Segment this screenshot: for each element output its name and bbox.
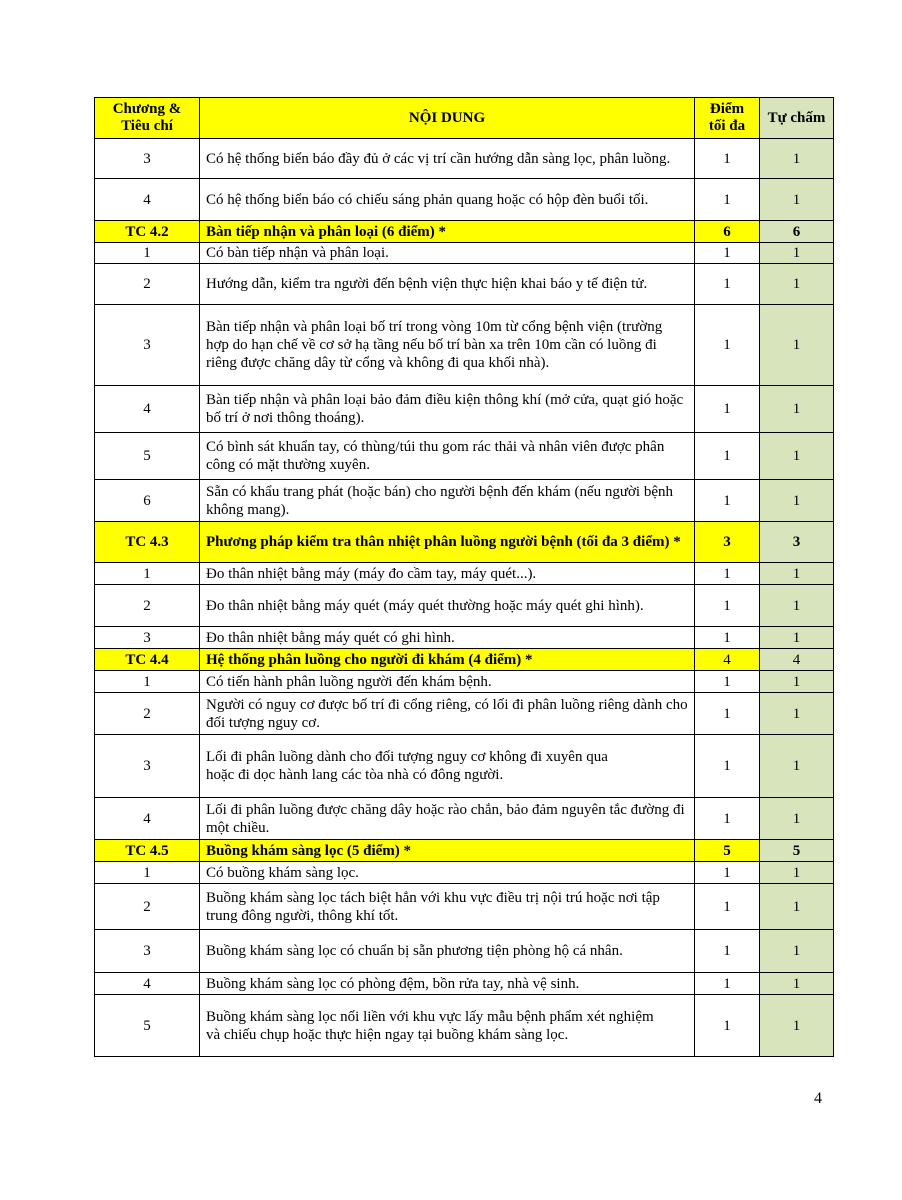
table-row (95, 995, 834, 1057)
row-number: 2 (95, 693, 200, 735)
row-self-score: 1 (760, 433, 834, 480)
row-number: 5 (95, 433, 200, 480)
row-content: Có bàn tiếp nhận và phân loại. (200, 243, 695, 264)
row-self-score: 1 (760, 930, 834, 973)
table-row (95, 798, 834, 840)
row-self-score: 5 (760, 840, 834, 862)
row-max-score: 3 (695, 522, 760, 563)
row-number: 3 (95, 305, 200, 386)
row-self-score: 1 (760, 973, 834, 995)
row-number: 3 (95, 930, 200, 973)
row-self-score: 1 (760, 179, 834, 221)
header-self-score: Tự chấm (760, 98, 834, 139)
table-row (95, 884, 834, 930)
row-content: Bàn tiếp nhận và phân loại bố trí trong vòng 10m từ cổng bệnh viện (trường hợp do hạn chế về cơ sở hạ tầng nếu bố trí bàn xa trên 10m cần có luồng đi riêng được chăng dây từ cổng và không đi qua khối nhà). (200, 305, 695, 386)
row-content: Hướng dẫn, kiểm tra người đến bệnh viện thực hiện khai báo y tế điện tử. (200, 264, 695, 305)
row-self-score: 1 (760, 243, 834, 264)
row-content: Lối đi phân luồng được chăng dây hoặc rào chắn, bảo đảm nguyên tắc đường đi một chiều. (200, 798, 695, 840)
row-max-score: 1 (695, 798, 760, 840)
table-row (95, 139, 834, 179)
table-row (95, 671, 834, 693)
row-max-score: 1 (695, 735, 760, 798)
row-self-score: 3 (760, 522, 834, 563)
header-content: NỘI DUNG (200, 98, 695, 139)
row-content: Buồng khám sàng lọc có chuẩn bị sẵn phương tiện phòng hộ cá nhân. (200, 930, 695, 973)
table-body (95, 139, 834, 1057)
row-content: Buồng khám sàng lọc nối liền với khu vực lấy mẫu bệnh phẩm xét nghiệm và chiếu chụp hoặc thực hiện ngay tại buồng khám sàng lọc. (200, 995, 695, 1057)
table-header-row (95, 98, 834, 139)
row-content: Đo thân nhiệt bằng máy quét (máy quét thường hoặc máy quét ghi hình). (200, 585, 695, 627)
row-number: TC 4.5 (95, 840, 200, 862)
table-row (95, 305, 834, 386)
row-content: Bàn tiếp nhận và phân loại bảo đảm điều kiện thông khí (mở cửa, quạt gió hoặc bố trí ở nơi thông thoáng). (200, 386, 695, 433)
row-number: 2 (95, 264, 200, 305)
row-content: Sẵn có khẩu trang phát (hoặc bán) cho người bệnh đến khám (nếu người bệnh không mang). (200, 480, 695, 522)
row-max-score: 1 (695, 585, 760, 627)
row-content: Đo thân nhiệt bằng máy (máy đo cầm tay, máy quét...). (200, 563, 695, 585)
row-number: 1 (95, 563, 200, 585)
row-number: 4 (95, 798, 200, 840)
row-number: TC 4.4 (95, 649, 200, 671)
row-self-score: 4 (760, 649, 834, 671)
row-self-score: 1 (760, 862, 834, 884)
row-max-score: 1 (695, 386, 760, 433)
row-content: Có hệ thống biển báo có chiếu sáng phản quang hoặc có hộp đèn buổi tối. (200, 179, 695, 221)
table-row (95, 930, 834, 973)
row-content: Đo thân nhiệt bằng máy quét có ghi hình. (200, 627, 695, 649)
criterion-row (95, 221, 834, 243)
row-max-score: 1 (695, 884, 760, 930)
row-max-score: 1 (695, 480, 760, 522)
row-self-score: 1 (760, 627, 834, 649)
row-max-score: 5 (695, 840, 760, 862)
row-number: 3 (95, 735, 200, 798)
table-row (95, 973, 834, 995)
row-max-score: 1 (695, 862, 760, 884)
row-number: 3 (95, 627, 200, 649)
row-max-score: 1 (695, 243, 760, 264)
row-max-score: 6 (695, 221, 760, 243)
table-row (95, 433, 834, 480)
row-self-score: 1 (760, 585, 834, 627)
row-max-score: 1 (695, 433, 760, 480)
table-row (95, 585, 834, 627)
row-number: 1 (95, 243, 200, 264)
table-row (95, 386, 834, 433)
row-content: Buồng khám sàng lọc có phòng đệm, bồn rửa tay, nhà vệ sinh. (200, 973, 695, 995)
row-number: 4 (95, 973, 200, 995)
row-self-score: 1 (760, 563, 834, 585)
criterion-row (95, 522, 834, 563)
table-row (95, 563, 834, 585)
header-max-score: Điểm tối đa (695, 98, 760, 139)
row-max-score: 1 (695, 693, 760, 735)
row-self-score: 1 (760, 735, 834, 798)
row-number: 4 (95, 386, 200, 433)
table-row (95, 179, 834, 221)
header-criteria: Chương & Tiêu chí (95, 98, 200, 139)
row-self-score: 1 (760, 995, 834, 1057)
row-content: Có bình sát khuẩn tay, có thùng/túi thu gom rác thải và nhân viên được phân công có mặt thường xuyên. (200, 433, 695, 480)
row-self-score: 1 (760, 884, 834, 930)
row-content: Bàn tiếp nhận và phân loại (6 điểm) * (200, 221, 695, 243)
row-self-score: 1 (760, 671, 834, 693)
table-row (95, 693, 834, 735)
row-max-score: 1 (695, 627, 760, 649)
row-number: 3 (95, 139, 200, 179)
row-number: TC 4.2 (95, 221, 200, 243)
table-row (95, 862, 834, 884)
row-max-score: 1 (695, 264, 760, 305)
row-number: 2 (95, 585, 200, 627)
row-max-score: 1 (695, 139, 760, 179)
row-self-score: 1 (760, 693, 834, 735)
row-number: 2 (95, 884, 200, 930)
row-max-score: 1 (695, 930, 760, 973)
row-self-score: 1 (760, 139, 834, 179)
table-row (95, 735, 834, 798)
criterion-row (95, 649, 834, 671)
row-number: 1 (95, 862, 200, 884)
row-content: Có buồng khám sàng lọc. (200, 862, 695, 884)
row-content: Buồng khám sàng lọc tách biệt hẳn với khu vực điều trị nội trú hoặc nơi tập trung đông người, thông khí tốt. (200, 884, 695, 930)
row-self-score: 1 (760, 386, 834, 433)
row-content: Hệ thống phân luồng cho người đi khám (4 điểm) * (200, 649, 695, 671)
row-self-score: 6 (760, 221, 834, 243)
row-content: Lối đi phân luồng dành cho đối tượng nguy cơ không đi xuyên qua hoặc đi dọc hành lang các tòa nhà có đông người. (200, 735, 695, 798)
row-content: Có hệ thống biển báo đầy đủ ở các vị trí cần hướng dẫn sàng lọc, phân luồng. (200, 139, 695, 179)
criterion-row (95, 840, 834, 862)
row-self-score: 1 (760, 480, 834, 522)
row-max-score: 1 (695, 179, 760, 221)
row-max-score: 1 (695, 995, 760, 1057)
table-row (95, 264, 834, 305)
row-content: Phương pháp kiểm tra thân nhiệt phân luồng người bệnh (tối đa 3 điểm) * (200, 522, 695, 563)
row-max-score: 1 (695, 563, 760, 585)
row-self-score: 1 (760, 305, 834, 386)
row-max-score: 4 (695, 649, 760, 671)
row-content: Có tiến hành phân luồng người đến khám bệnh. (200, 671, 695, 693)
row-content: Người có nguy cơ được bố trí đi cổng riêng, có lối đi phân luồng riêng dành cho đối tượng nguy cơ. (200, 693, 695, 735)
row-number: TC 4.3 (95, 522, 200, 563)
row-self-score: 1 (760, 798, 834, 840)
row-max-score: 1 (695, 305, 760, 386)
row-number: 1 (95, 671, 200, 693)
row-number: 4 (95, 179, 200, 221)
page-number: 4 (814, 1090, 822, 1107)
row-number: 6 (95, 480, 200, 522)
table-row (95, 480, 834, 522)
row-self-score: 1 (760, 264, 834, 305)
row-content: Buồng khám sàng lọc (5 điểm) * (200, 840, 695, 862)
row-number: 5 (95, 995, 200, 1057)
table-row (95, 627, 834, 649)
row-max-score: 1 (695, 671, 760, 693)
row-max-score: 1 (695, 973, 760, 995)
table-row (95, 243, 834, 264)
criteria-table (94, 97, 834, 1057)
